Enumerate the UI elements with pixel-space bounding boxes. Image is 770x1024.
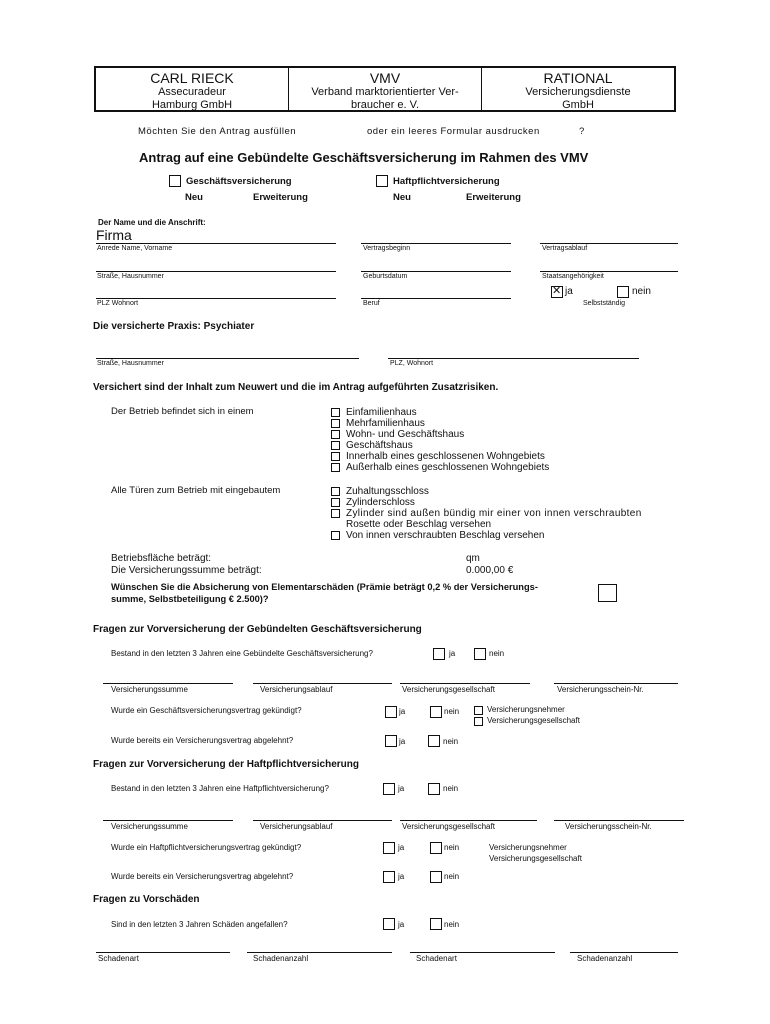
schadenanzahl-label: Schadenanzahl bbox=[253, 954, 309, 963]
tueren-option-label: Zuhaltungsschloss bbox=[346, 486, 429, 497]
geschaeftsversicherung-label: Geschäftsversicherung bbox=[186, 176, 292, 187]
elementar-checkbox[interactable] bbox=[598, 584, 617, 602]
selbststaendig-nein-checkbox[interactable] bbox=[617, 286, 629, 298]
intro-fill-link[interactable]: Möchten Sie den Antrag ausfüllen bbox=[138, 126, 297, 137]
selbststaendig-label: Selbstständig bbox=[583, 300, 626, 307]
underline bbox=[554, 683, 678, 684]
vv-haft-q1: Bestand in den letzten 3 Jahren eine Haftpflichtversicherung? bbox=[111, 784, 329, 793]
header-line: GmbH bbox=[562, 99, 594, 111]
vv-haft-q3-ja-checkbox[interactable] bbox=[383, 871, 395, 883]
nein-label: nein bbox=[444, 920, 460, 929]
vv-haft-heading: Fragen zur Vorversicherung der Haftpflichtversicherung bbox=[93, 759, 359, 770]
geburtsdatum-label: Geburtsdatum bbox=[363, 273, 408, 280]
schadenart-label: Schadenart bbox=[98, 954, 139, 963]
underline bbox=[361, 271, 511, 272]
nein-label: nein bbox=[489, 649, 505, 658]
elementar-question: summe, Selbstbeteiligung € 2.500)? bbox=[111, 594, 269, 604]
versicherungsgesellschaft-label: Versicherungsgesellschaft bbox=[402, 822, 495, 831]
vv-haft-q2-nein-checkbox[interactable] bbox=[430, 842, 442, 854]
praxis-heading: Die versicherte Praxis: Psychiater bbox=[93, 321, 255, 332]
betrieb-option-label: Außerhalb eines geschlossenen Wohngebiets bbox=[346, 462, 550, 473]
underline bbox=[400, 683, 530, 684]
header-title: VMV bbox=[369, 70, 401, 86]
neu-option[interactable]: Neu bbox=[393, 192, 411, 203]
haftpflichtversicherung-checkbox[interactable] bbox=[376, 175, 388, 187]
versicherungsgesellschaft-checkbox[interactable] bbox=[474, 717, 483, 726]
page-title: Antrag auf eine Gebündelte Geschäftsversicherung im Rahmen des VMV bbox=[139, 150, 589, 165]
header-line: Versicherungsdienste bbox=[525, 86, 631, 98]
betrieb-option-label: Wohn- und Geschäftshaus bbox=[346, 429, 465, 440]
betrieb-option-checkbox[interactable] bbox=[331, 441, 340, 450]
tueren-option-label: Zylinder sind außen bündig mir einer von innen verschraubten bbox=[346, 508, 642, 519]
vorschaeden-q1: Sind in den letzten 3 Jahren Schäden angefallen? bbox=[111, 920, 288, 929]
vertragsablauf-label: Vertragsablauf bbox=[542, 245, 588, 252]
vorschaeden-heading: Fragen zu Vorschäden bbox=[93, 894, 200, 905]
underline bbox=[103, 683, 233, 684]
versicherungssumme-label: Versicherungssumme bbox=[111, 822, 188, 831]
vv-geschaeft-q2: Wurde ein Geschäftsversicherungsvertrag gekündigt? bbox=[111, 706, 302, 715]
betrieb-option-label: Einfamilienhaus bbox=[346, 407, 417, 418]
staatsangehoerigkeit-label: Staatsangehörigkeit bbox=[542, 273, 604, 280]
check-mark-icon: ✕ bbox=[552, 285, 562, 297]
tueren-option-label: Rosette oder Beschlag versehen bbox=[346, 519, 492, 530]
qm-unit: qm bbox=[466, 553, 480, 564]
header-line: Verband marktorientierter Ver- bbox=[311, 86, 459, 98]
underline bbox=[400, 820, 537, 821]
ja-label: ja bbox=[565, 286, 573, 297]
underline bbox=[361, 298, 511, 299]
underline bbox=[570, 952, 678, 953]
betrieb-option-checkbox[interactable] bbox=[331, 463, 340, 472]
intro-print-link[interactable]: oder ein leeres Formular ausdrucken bbox=[367, 126, 540, 137]
header-line: Hamburg GmbH bbox=[151, 99, 233, 111]
versicherungsablauf-label: Versicherungsablauf bbox=[260, 685, 333, 694]
praxis-strasse-label: Straße, Hausnummer bbox=[97, 360, 164, 367]
beruf-label: Beruf bbox=[363, 300, 380, 307]
betrieb-option-checkbox[interactable] bbox=[331, 419, 340, 428]
vv-geschaeft-q2-ja-checkbox[interactable] bbox=[385, 706, 397, 718]
underline bbox=[410, 952, 555, 953]
nein-label: nein bbox=[443, 784, 459, 793]
vv-haft-q3-nein-checkbox[interactable] bbox=[430, 871, 442, 883]
underline bbox=[96, 952, 230, 953]
vv-geschaeft-heading: Fragen zur Vorversicherung der Gebündelten Geschäftsversicherung bbox=[93, 624, 422, 635]
praxis-plz-label: PLZ, Wohnort bbox=[390, 360, 434, 367]
header-box bbox=[94, 66, 676, 112]
insured-heading: Versichert sind der Inhalt zum Neuwert und die im Antrag aufgeführten Zusatzrisiken. bbox=[93, 382, 499, 393]
vv-geschaeft-q3-nein-checkbox[interactable] bbox=[428, 735, 440, 747]
versicherungsnehmer-label: Versicherungsnehmer bbox=[489, 843, 567, 852]
ja-label: ja bbox=[398, 784, 405, 793]
elementar-question: Wünschen Sie die Absicherung von Elementarschäden (Prämie beträgt 0,2 % der Versicherungs- bbox=[111, 582, 538, 592]
erweiterung-option[interactable]: Erweiterung bbox=[253, 192, 308, 203]
underline bbox=[540, 243, 678, 244]
schadenanzahl-label: Schadenanzahl bbox=[577, 954, 633, 963]
betrieb-option-label: Innerhalb eines geschlossenen Wohngebiets bbox=[346, 451, 545, 462]
summe-label: Die Versicherungssumme beträgt: bbox=[111, 565, 262, 576]
versicherungsgesellschaft-label: Versicherungsgesellschaft bbox=[402, 685, 495, 694]
versicherungsnehmer-checkbox[interactable] bbox=[474, 706, 483, 715]
nein-label: nein bbox=[632, 286, 651, 297]
underline bbox=[540, 271, 678, 272]
vorschaeden-ja-checkbox[interactable] bbox=[383, 918, 395, 930]
underline bbox=[96, 358, 359, 359]
betrieb-label: Der Betrieb befindet sich in einem bbox=[111, 406, 254, 417]
ja-label: ja bbox=[398, 843, 405, 852]
erweiterung-option[interactable]: Erweiterung bbox=[466, 192, 521, 203]
header-title: CARL RIECK bbox=[150, 70, 234, 86]
header-rational bbox=[481, 68, 674, 110]
versicherungsgesellschaft-option: Versicherungsgesellschaft bbox=[489, 854, 582, 863]
vertragsbeginn-label: Vertragsbeginn bbox=[363, 245, 411, 252]
anrede-label: Anrede Name, Vorname bbox=[97, 245, 173, 252]
underline bbox=[96, 298, 336, 299]
underline bbox=[361, 243, 511, 244]
underline bbox=[253, 820, 392, 821]
neu-option[interactable]: Neu bbox=[185, 192, 203, 203]
underline bbox=[96, 271, 336, 272]
vv-geschaeft-q3: Wurde bereits ein Versicherungsvertrag abgelehnt? bbox=[111, 736, 294, 745]
tueren-option-checkbox[interactable] bbox=[331, 509, 340, 518]
vv-geschaeft-q1-ja-checkbox[interactable] bbox=[433, 648, 445, 660]
tueren-option-label: Zylinderschloss bbox=[346, 497, 415, 508]
nein-label: nein bbox=[443, 737, 459, 746]
nein-label: nein bbox=[444, 707, 460, 716]
firma-value[interactable]: Firma bbox=[96, 227, 132, 243]
ja-label: ja bbox=[398, 872, 405, 881]
summe-value[interactable]: 0.000,00 € bbox=[466, 565, 514, 576]
vv-haft-q2: Wurde ein Haftpflichtversicherungsvertrag gekündigt? bbox=[111, 843, 302, 852]
underline bbox=[554, 820, 684, 821]
vv-geschaeft-q3-ja-checkbox[interactable] bbox=[385, 735, 397, 747]
vv-geschaeft-q1-nein-checkbox[interactable] bbox=[474, 648, 486, 660]
tueren-option-checkbox[interactable] bbox=[331, 498, 340, 507]
header-carl-rieck bbox=[96, 68, 288, 110]
schadenart-label: Schadenart bbox=[416, 954, 457, 963]
versicherungsschein-label: Versicherungsschein-Nr. bbox=[565, 822, 652, 831]
tueren-option-checkbox[interactable] bbox=[331, 487, 340, 496]
versicherungsablauf-label: Versicherungsablauf bbox=[260, 822, 333, 831]
vorschaeden-nein-checkbox[interactable] bbox=[430, 918, 442, 930]
plz-label: PLZ Wohnort bbox=[97, 300, 139, 307]
header-title: RATIONAL bbox=[543, 70, 613, 86]
intro-question: ? bbox=[579, 126, 585, 137]
tueren-label: Alle Türen zum Betrieb mit eingebautem bbox=[111, 485, 281, 496]
ja-label: ja bbox=[449, 649, 456, 658]
nein-label: nein bbox=[444, 843, 460, 852]
vv-haft-q1-ja-checkbox[interactable] bbox=[383, 783, 395, 795]
versicherungssumme-label: Versicherungssumme bbox=[111, 685, 188, 694]
name-heading: Der Name und die Anschrift: bbox=[98, 218, 206, 227]
betrieb-option-label: Geschäftshaus bbox=[346, 440, 413, 451]
versicherungsschein-label: Versicherungsschein-Nr. bbox=[557, 685, 644, 694]
betrieb-option-checkbox[interactable] bbox=[331, 408, 340, 417]
tueren-option-label: Von innen verschraubten Beschlag versehen bbox=[346, 530, 545, 541]
betrieb-option-checkbox[interactable] bbox=[331, 452, 340, 461]
underline bbox=[253, 683, 392, 684]
strasse-label: Straße, Hausnummer bbox=[97, 273, 164, 280]
flaeche-label: Betriebsfläche beträgt: bbox=[111, 553, 212, 564]
betrieb-option-label: Mehrfamilienhaus bbox=[346, 418, 425, 429]
ja-label: ja bbox=[398, 920, 405, 929]
ja-label: ja bbox=[399, 707, 406, 716]
vv-geschaeft-q2-nein-checkbox[interactable] bbox=[430, 706, 442, 718]
ja-label: ja bbox=[399, 737, 406, 746]
header-line: Assecuradeur bbox=[158, 86, 226, 98]
vv-haft-q3: Wurde bereits ein Versicherungsvertrag abgelehnt? bbox=[111, 872, 294, 881]
tueren-option-checkbox[interactable] bbox=[331, 531, 340, 540]
geschaeftsversicherung-checkbox[interactable] bbox=[169, 175, 181, 187]
underline bbox=[388, 358, 639, 359]
vv-haft-q2-ja-checkbox[interactable] bbox=[383, 842, 395, 854]
versicherungsnehmer-label: Versicherungsnehmer bbox=[487, 705, 565, 714]
underline bbox=[247, 952, 392, 953]
vv-haft-q1-nein-checkbox[interactable] bbox=[428, 783, 440, 795]
underline bbox=[103, 820, 233, 821]
underline bbox=[96, 243, 336, 244]
versicherungsgesellschaft-option: Versicherungsgesellschaft bbox=[487, 716, 580, 725]
header-line: braucher e. V. bbox=[350, 99, 420, 111]
haftpflichtversicherung-label: Haftpflichtversicherung bbox=[393, 176, 500, 187]
header-vmv bbox=[288, 68, 481, 110]
betrieb-option-checkbox[interactable] bbox=[331, 430, 340, 439]
nein-label: nein bbox=[444, 872, 460, 881]
vv-geschaeft-q1: Bestand in den letzten 3 Jahren eine Gebündelte Geschäftsversicherung? bbox=[111, 649, 373, 658]
